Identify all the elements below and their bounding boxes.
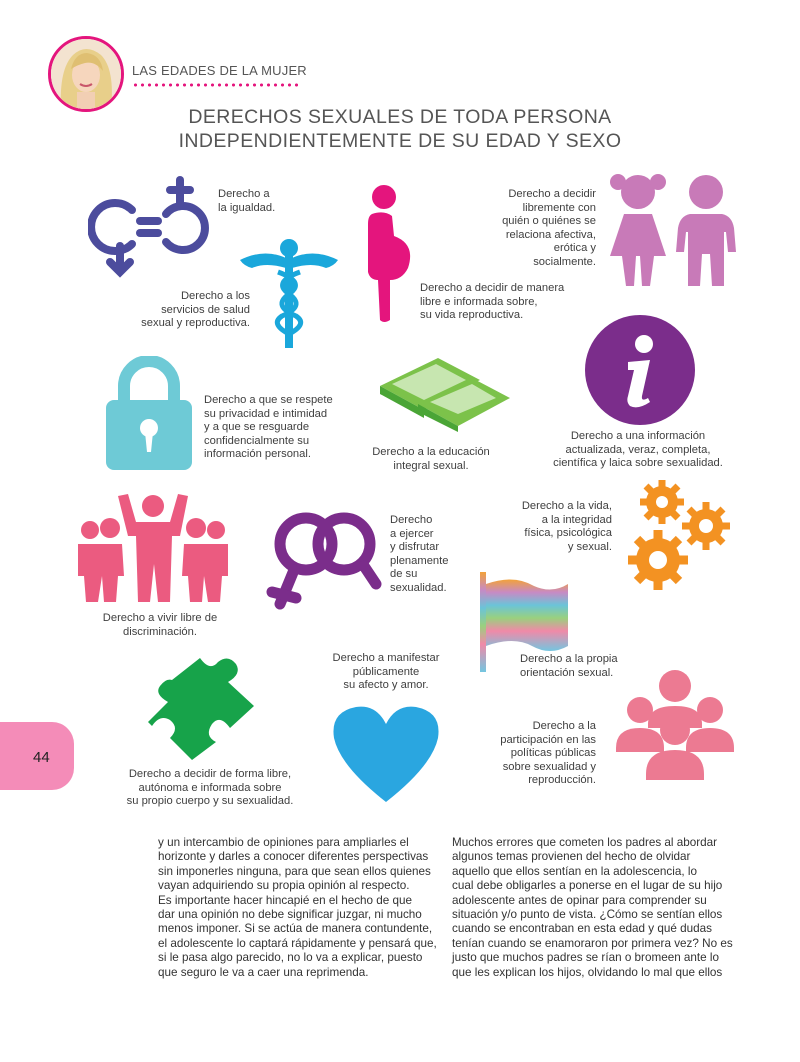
page-title: DERECHOS SEXUALES DE TODA PERSONA INDEPENDIENTEMENTE DE SU EDAD Y SEXO [178, 106, 622, 152]
right-privacy-text: Derecho a que se respete su privacidad e intimidad y a que se resguarde confidencialmente su información personal. [204, 394, 333, 460]
pregnant-woman-icon [358, 184, 418, 324]
caduceus-icon [236, 238, 342, 350]
gears-icon [618, 476, 738, 596]
right-discrimination-text: Derecho a vivir libre de discriminación. [102, 612, 218, 638]
people-group-icon [74, 494, 232, 602]
information-icon [584, 314, 696, 426]
right-information-text: Derecho a una información actualizada, veraz, completa, científica y laica sobre sexualidad. [553, 430, 723, 469]
right-life-text: Derecho a la vida, a la integridad física, psicológica y sexual. [521, 500, 612, 553]
right-reproductive-text: Derecho a decidir de manera libre e informada sobre, su vida reproductiva. [420, 282, 565, 321]
right-partner-text: Derecho a decidir libremente con quién o quiénes se relaciona afectiva, erótica y socialmente. [502, 188, 596, 268]
padlock-icon [104, 356, 194, 472]
right-education-text: Derecho a la educación integral sexual. [372, 446, 490, 472]
female-symbols-icon [266, 504, 384, 610]
right-orientation-text: Derecho a la propia orientación sexual. [520, 653, 618, 679]
section-label: LAS EDADES DE LA MUJER [132, 63, 307, 78]
right-body-text: Derecho a decidir de forma libre, autónoma e informada sobre su propio cuerpo y su sexualidad. [126, 768, 294, 807]
body-column-left: y un intercambio de opiniones para ampliarles el horizonte y darles a conocer diferentes perspectivas sin imponerles ninguna, para que sean ellos quienes vayan adquiriendo su propia opinión al respecto. Es importante hacer hincapié en el hecho de que dar una opinión no debe significar juzgar, ni mucho menos imponer. Si se actúa de manera contundente, el adolescente lo captará rápidamente y pensará que, si le pasa algo parecido, no lo va a explicar, puesto que seguro le va a caer una reprimenda. [158, 836, 437, 979]
puzzle-piece-icon [146, 652, 262, 762]
community-icon [612, 668, 738, 780]
right-participation-text: Derecho a la participación en las políticas públicas sobre sexualidad y reproducción. [500, 720, 596, 786]
gender-equality-icon [88, 176, 212, 280]
author-avatar [48, 36, 124, 112]
right-enjoy-text: Derecho a ejercer y disfrutar plenamente de su sexualidad. [390, 514, 449, 594]
body-column-right: Muchos errores que cometen los padres al abordar algunos temas provienen del hecho de olvidar aquello que ellos sentían en la adolescencia, lo cual debe obligarles a ponerse en el lugar de su hijo adolescente antes de opinar para comprender su situación y/o punto de vista. ¿Cómo se sentían ellos cuando se encontraban en esta edad y qué dudas tenían cuando se enamoraron por primera vez? No es justo que muchos padres se rían o bromeen ante lo que les explican los hijos, olvidando lo mal que ellos [452, 836, 733, 979]
books-icon [378, 352, 512, 432]
right-health-text: Derecho a los servicios de salud sexual y reproductiva. [141, 290, 250, 329]
children-icon [604, 170, 740, 286]
dotted-divider [132, 83, 302, 87]
heart-icon [332, 704, 440, 804]
right-affection-text: Derecho a manifestar públicamente su afecto y amor. [332, 652, 440, 691]
page-number: 44 [33, 749, 50, 766]
right-equality-text: Derecho a la igualdad. [218, 188, 276, 214]
